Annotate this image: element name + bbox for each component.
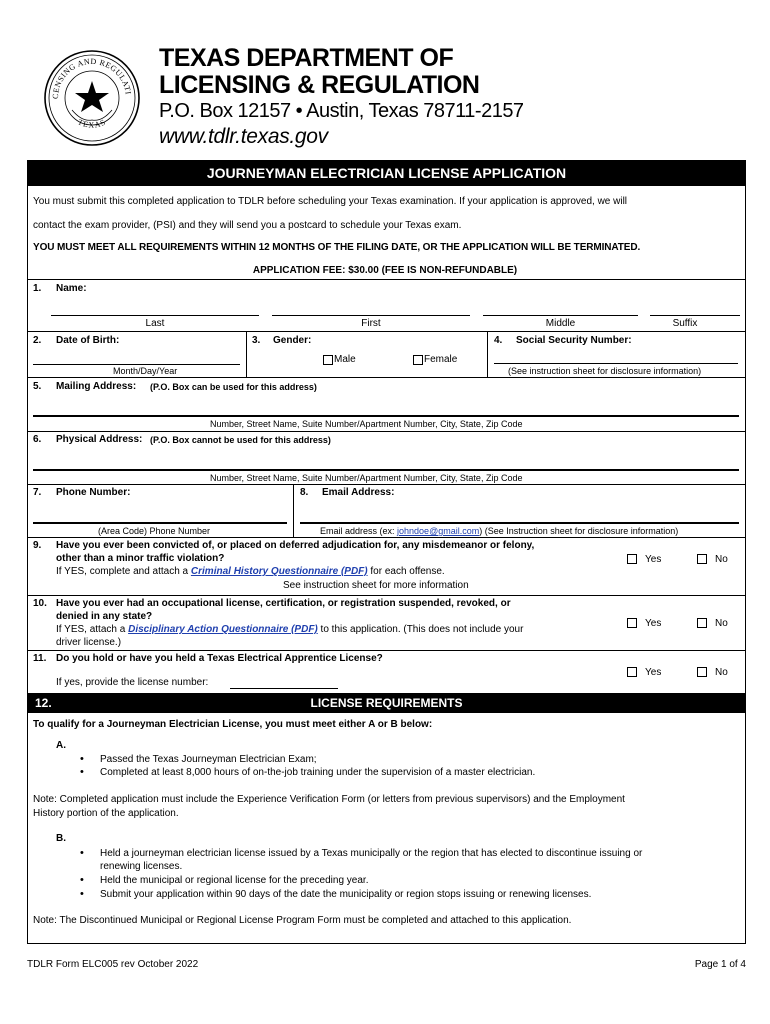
ssn-field[interactable] <box>494 363 738 364</box>
q11-number: 11. <box>33 653 47 664</box>
q9-note: See instruction sheet for more information <box>283 580 469 591</box>
q7-number: 7. <box>33 487 42 498</box>
apprentice-license-field[interactable] <box>230 688 338 689</box>
disciplinary-action-link[interactable]: Disciplinary Action Questionnaire (PDF) <box>128 624 318 635</box>
middle-name-caption: Middle <box>545 318 576 329</box>
q5-label: Mailing Address: <box>56 381 137 392</box>
fee-text: APPLICATION FEE: $30.00 (FEE IS NON-REFUNDABLE) <box>252 265 518 276</box>
last-name-field[interactable] <box>51 315 259 316</box>
requirements-intro: To qualify for a Journeyman Electrician License, you must meet either A or B below: <box>33 719 433 730</box>
q10-post: to this application. (This does not include your <box>317 624 524 635</box>
option-b-item-2: Held the municipal or regional license for the preceding year. <box>100 875 369 886</box>
q10-number: 10. <box>33 598 47 609</box>
q10-line4: driver license.) <box>56 637 122 648</box>
form-title-text: JOURNEYMAN ELECTRICIAN LICENSE APPLICATION <box>206 165 567 181</box>
q11-no-label: No <box>715 667 728 678</box>
dob-hint: Month/Day/Year <box>113 366 178 376</box>
agency-website[interactable]: www.tdlr.texas.gov <box>159 125 328 148</box>
female-checkbox[interactable] <box>413 355 423 365</box>
q10-yes-label: Yes <box>645 618 662 629</box>
q6-label: Physical Address: <box>56 434 143 445</box>
note-a-line1: Note: Completed application must include the Experience Verification Form (or letters from previous supervisors) and the Employment <box>33 794 625 805</box>
physical-address-hint: Number, Street Name, Suite Number/Apartment Number, City, State, Zip Code <box>210 473 523 483</box>
q11-yes-label: Yes <box>645 667 662 678</box>
dob-field[interactable] <box>33 364 240 365</box>
mailing-address-field[interactable] <box>33 415 739 417</box>
requirements-header <box>27 693 746 713</box>
note-a-line2: History portion of the application. <box>33 808 179 819</box>
requirements-title: LICENSE REQUIREMENTS <box>310 696 463 710</box>
last-name-caption: Last <box>145 318 165 329</box>
option-a-item-2: Completed at least 8,000 hours of on-the-job training under the supervision of a master electrician. <box>100 767 536 778</box>
intro-line1: You must submit this completed application to TDLR before scheduling your Texas examination. If your application is approved, we will <box>33 196 628 207</box>
criminal-history-link[interactable]: Criminal History Questionnaire (PDF) <box>190 566 368 577</box>
agency-address: P.O. Box 12157 • Austin, Texas 78711-2157 <box>159 100 524 122</box>
q1-label: Name: <box>56 283 87 294</box>
q11-no-checkbox[interactable] <box>697 667 707 677</box>
physical-address-field[interactable] <box>33 469 739 471</box>
q9-no-checkbox[interactable] <box>697 554 707 564</box>
mailing-address-hint: Number, Street Name, Suite Number/Apartment Number, City, State, Zip Code <box>210 419 523 429</box>
agency-name-line1: TEXAS DEPARTMENT OF <box>159 44 454 72</box>
option-a-item-1: Passed the Texas Journeyman Electrician Exam; <box>100 754 317 765</box>
q9-pre: If YES, complete and attach a <box>56 566 191 577</box>
q10-no-label: No <box>715 618 728 629</box>
middle-name-field[interactable] <box>483 315 638 316</box>
q5-number: 5. <box>33 381 42 392</box>
q2-label: Date of Birth: <box>56 335 120 346</box>
first-name-caption: First <box>361 318 381 329</box>
email-hint-post: ) (See Instruction sheet for disclosure information) <box>479 526 679 536</box>
q9-no-label: No <box>715 554 728 565</box>
suffix-caption: Suffix <box>672 318 698 329</box>
q11-yes-checkbox[interactable] <box>627 667 637 677</box>
female-label: Female <box>424 354 458 365</box>
q10-instruction <box>56 624 523 635</box>
q5-note: (P.O. Box can be used for this address) <box>150 382 317 392</box>
q9-number: 9. <box>33 540 42 551</box>
suffix-field[interactable] <box>650 315 740 316</box>
form-title <box>27 160 746 186</box>
q9-post: for each offense. <box>367 566 445 577</box>
svg-text:TEXAS <box>76 117 107 129</box>
q10-no-checkbox[interactable] <box>697 618 707 628</box>
q9-instruction <box>56 566 445 577</box>
option-b-item-1-line2: renewing licenses. <box>100 861 183 872</box>
male-checkbox[interactable] <box>323 355 333 365</box>
intro-line2: contact the exam provider, (PSI) and they will send you a postcard to schedule your Texas exam. <box>33 220 462 231</box>
agency-name-line2: LICENSING & REGULATION <box>159 71 480 99</box>
q8-label: Email Address: <box>322 487 395 498</box>
first-name-field[interactable] <box>272 315 470 316</box>
q6-note: (P.O. Box cannot be used for this address) <box>150 435 331 445</box>
q9-yes-label: Yes <box>645 554 662 565</box>
q9-line1: Have you ever been convicted of, or placed on deferred adjudication for, any misdemeanor or felony, <box>56 540 535 551</box>
option-a-label: A. <box>56 740 66 751</box>
email-example-link[interactable]: johndoe@gmail.com <box>397 526 480 536</box>
seal-top-text: CENSING AND REGULATI <box>50 56 133 100</box>
q4-label: Social Security Number: <box>516 335 632 346</box>
email-hint <box>320 526 678 536</box>
option-b-label: B. <box>56 833 66 844</box>
seal-bottom-text: TEXAS <box>76 117 108 130</box>
phone-field[interactable] <box>33 522 287 524</box>
q11-line2: If yes, provide the license number: <box>56 677 209 688</box>
footer-form-id: TDLR Form ELC005 rev October 2022 <box>27 959 199 970</box>
q11-line1: Do you hold or have you held a Texas Electrical Apprentice License? <box>56 653 383 664</box>
q2-number: 2. <box>33 335 42 346</box>
warning-text: YOU MUST MEET ALL REQUIREMENTS WITHIN 12 MONTHS OF THE FILING DATE, OR THE APPLICATION WILL BE TERMINATED. <box>33 242 641 253</box>
phone-hint: (Area Code) Phone Number <box>98 526 211 536</box>
email-field[interactable] <box>300 522 739 524</box>
q10-line1: Have you ever had an occupational license, certification, or registration suspended, revoked, or <box>56 598 511 609</box>
q9-yes-checkbox[interactable] <box>627 554 637 564</box>
q8-number: 8. <box>300 487 309 498</box>
q6-number: 6. <box>33 434 42 445</box>
email-hint-pre: Email address (ex: <box>320 526 398 536</box>
agency-seal <box>42 48 142 148</box>
svg-text:LICENSING AND REGULATION <box>42 48 133 99</box>
option-b-item-1-line1: Held a journeyman electrician license issued by a Texas municipally or the region that has elected to discontinue issuing or <box>100 848 643 859</box>
footer-page-number: Page 1 of 4 <box>694 959 746 970</box>
q1-number: 1. <box>33 283 42 294</box>
q4-number: 4. <box>494 335 503 346</box>
male-label: Male <box>334 354 356 365</box>
q10-pre: If YES, attach a <box>56 624 129 635</box>
note-b: Note: The Discontinued Municipal or Regional License Program Form must be completed and attached to this application. <box>33 915 572 926</box>
q10-yes-checkbox[interactable] <box>627 618 637 628</box>
q3-label: Gender: <box>273 335 312 346</box>
requirements-number: 12. <box>35 696 52 710</box>
q3-number: 3. <box>252 335 261 346</box>
q9-line2: other than a minor traffic violation? <box>56 553 225 564</box>
q7-label: Phone Number: <box>56 487 131 498</box>
q10-line2: denied in any state? <box>56 611 153 622</box>
option-b-item-3: Submit your application within 90 days of the date the municipality or region stops issuing or renewing licenses. <box>100 889 592 900</box>
ssn-hint: (See instruction sheet for disclosure information) <box>508 366 702 376</box>
